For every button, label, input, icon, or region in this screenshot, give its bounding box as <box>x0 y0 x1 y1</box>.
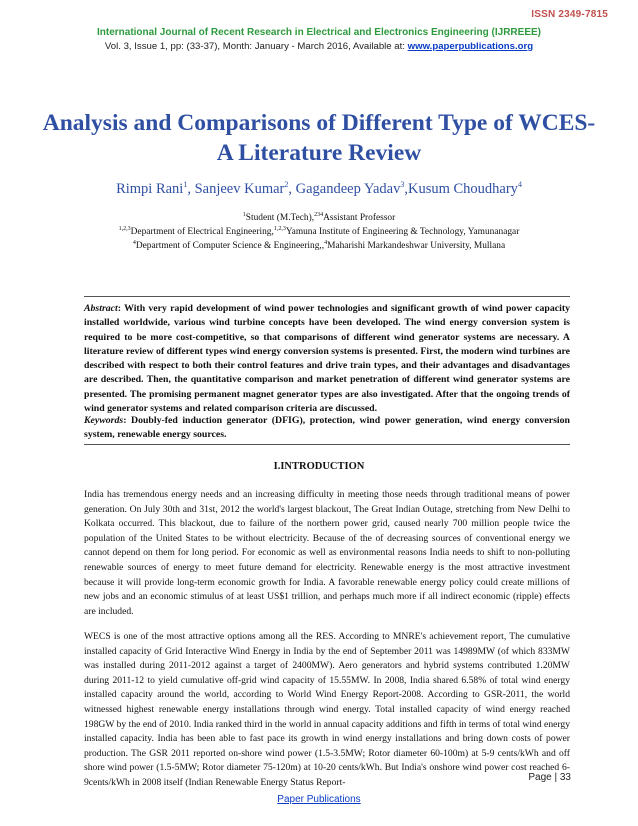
affil-sup: 1,2,3 <box>273 226 286 232</box>
keywords <box>84 414 570 443</box>
website-link[interactable]: www.paperpublications.org <box>407 41 534 52</box>
author-name: Rimpi Rani <box>116 180 184 197</box>
affil-sup: 234 <box>314 212 324 218</box>
affiliation-line-2 <box>0 226 638 237</box>
affil-sup: 4 <box>132 240 136 246</box>
author-sep: , <box>404 180 408 197</box>
author-name: Gagandeep Yadav <box>295 180 401 197</box>
affiliation-line-1 <box>0 212 638 223</box>
affiliation-line-3 <box>0 240 638 251</box>
author-sep: , <box>187 180 195 197</box>
author-name: Kusum Choudhary <box>407 180 518 197</box>
body-paragraph: India has tremendous energy needs and an increasing difficulty in meeting those needs through traditional means of power generation. On July 30th and 31st, 2012 the world's largest blackout, The Great Indian Outage, stretching from New Delhi to Kolkata occurred. This blackout, due to failure of the northern power grid, caused nearly 700 million people twice the population of the United States to be without electricity. Because of the of decreasing sources of conventional energy we cannot depend on them for long period. For economic as well as environmental reasons India needs to shift to non-polluting renewable sources of energy to meet future demand for electricity. Renewable energy is the most attractive investment because it will provide long-term economic growth for India. A favorable renewable energy policy could create millions of new jobs and an economic stimulus of at least US$1 trillion, and perhaps much more if all indirect economic (ripple) effects are included. <box>84 489 570 617</box>
author-sup: 1 <box>183 180 188 189</box>
keywords-label: Keywords <box>84 415 124 426</box>
affil-text: Student (M.Tech), <box>245 213 315 224</box>
affil-text: Department of Computer Science & Engineering,, <box>135 241 325 252</box>
author-sup: 2 <box>284 180 289 189</box>
author-sep: , <box>288 180 296 197</box>
abstract-label: Abstract <box>84 303 118 314</box>
affil-sup: 4 <box>324 240 328 246</box>
body-paragraph: WECS is one of the most attractive options among all the RES. According to MNRE's achievement report, The cumulative installed capacity of Grid Interactive Wind Energy in India by the end of September 2011 was 14989MW (of which 833MW was installed during 2011-2012 against a target of 2400MW). Aero generators and hybrid systems contributed 1.20MW during 2011-12 to yield cumulative off-grid wind capacity of 15.55MW. In 2008, India shared 6.58% of total wind energy installed capacity around the world, according to World Wind Energy Report-2008. According to GSR-2011, the world witnessed highest renewable energy installations through wind energy. Total installed capacity of wind energy reached 198GW by the end of 2010. India ranked third in the world in annual capacity additions and fifth in terms of total wind energy installed capacity. India has been able to fast pace its growth in wind energy installations and bring down costs of power production. The GSR 2011 reported on-shore wind power (1.5-3.5MW; Rotor diameter 60-100m) at 5-9 cents/kWh and off shore wind power (1.5-5MW; Rotor diameter 75-120m) at 10-20 cents/kWh. But India's onshore wind power cost reached 6-9cents/kWh in 2008 itself (Indian Renewable Energy Status Report- <box>84 631 570 788</box>
divider-bottom <box>84 444 570 445</box>
affil-text: Yamuna Institute of Engineering & Technology, Yamunanagar <box>285 227 520 238</box>
author-name: Sanjeev Kumar <box>194 180 285 197</box>
keywords-text: : Doubly-fed induction generator (DFIG), protection, wind power generation, wind energy conversion system, renewable energy sources. <box>84 415 570 441</box>
page-number: Page | 33 <box>528 772 571 783</box>
volume-text: Vol. 3, Issue 1, pp: (33-37), Month: January - March 2016, Available at: <box>104 41 408 52</box>
paper-title: Analysis and Comparisons of Different Type of WCES- A Literature Review <box>42 110 596 166</box>
author-sup: 4 <box>517 180 522 189</box>
author-list <box>0 180 638 198</box>
abstract <box>84 302 570 416</box>
section-heading: I.INTRODUCTION <box>273 461 365 472</box>
affil-sup: 1,2,3 <box>118 226 131 232</box>
journal-name: International Journal of Recent Research in Electrical and Electronics Engineering (IJRREEE) <box>96 27 541 38</box>
affil-sup: 1 <box>242 212 246 218</box>
abstract-text: : With very rapid development of wind power technologies and significant growth of wind power capacity installed worldwide, various wind turbine concepts have been developed. The wind energy conversion system is required to be more cost-competitive, so that comparisons of different wind generator systems are necessary. A literature review of different types wind energy conversion systems is presented. First, the modern wind turbines are described with respect to both their control features and drive train types, and their advantages and disadvantages are described. Then, the quantitative comparison and market penetration of different wind generator systems are presented. The promising permanent magnet generator types are also investigated. After that the ongoing trends of wind generator systems and related comparison criteria are discussed. <box>84 303 570 415</box>
divider-top <box>84 296 570 297</box>
affil-text: Assistant Professor <box>323 213 396 224</box>
affil-text: Department of Electrical Engineering, <box>130 227 274 238</box>
author-sup: 3 <box>400 180 405 189</box>
issn-number: ISSN 2349-7815 <box>531 9 608 20</box>
publisher-link[interactable]: Paper Publications <box>277 794 361 805</box>
affil-text: Maharishi Markandeshwar University, Mullana <box>327 241 506 252</box>
volume-info <box>0 41 638 52</box>
